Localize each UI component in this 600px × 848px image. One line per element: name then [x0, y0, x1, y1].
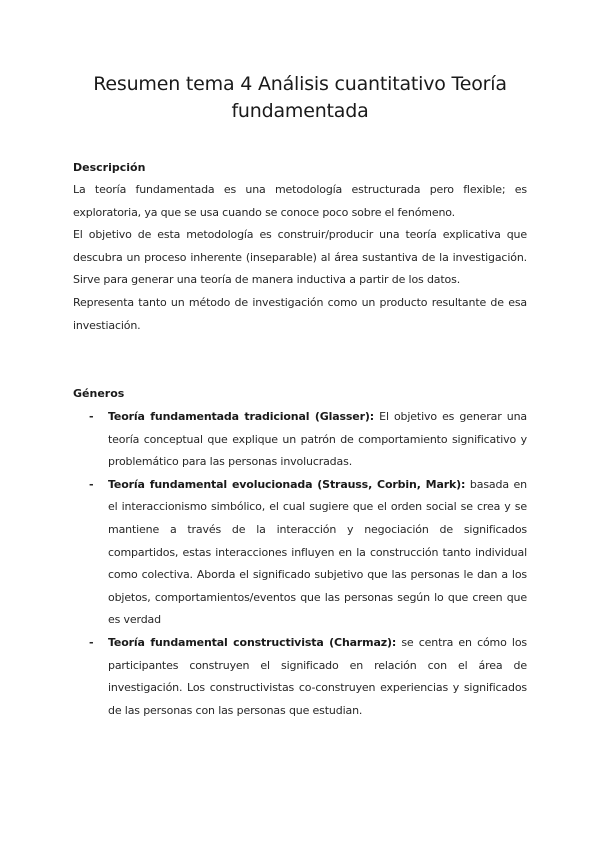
- dash-bullet-icon: -: [89, 635, 94, 649]
- section-generos: [73, 384, 527, 722]
- paragraph: Representa tanto un método de investigación como un producto resultante de esa investiación.: [73, 295, 527, 332]
- list-item: [73, 474, 527, 632]
- section-heading-generos: Géneros: [73, 387, 125, 400]
- list-item-text: se centra en cómo los participantes construyen el significado en relación con el área de investigación. Los constructivistas co-construyen experiencias y significados de las personas con las personas que estudian.: [108, 635, 527, 717]
- paragraph: El objetivo de esta metodología es construir/producir una teoría explicativa que descubra un proceso inherente (inseparable) al área sustantiva de la investigación. Sirve para generar una teoría de manera inductiva a partir de los datos.: [73, 228, 527, 287]
- list-item-term: Teoría fundamental constructivista (Charmaz):: [108, 635, 397, 649]
- dash-bullet-icon: -: [89, 477, 94, 491]
- section-heading-descripcion: Descripción: [73, 161, 146, 174]
- dash-bullet-icon: -: [89, 410, 94, 423]
- list-item: [73, 406, 527, 474]
- list-item-term: Teoría fundamental evolucionada (Strauss, Corbin, Mark):: [108, 477, 466, 491]
- list-item: [73, 632, 527, 722]
- list-item-text: El objetivo es generar una teoría conceptual que explique un patrón de comportamiento significativo y problemático para las personas involucradas.: [108, 410, 527, 469]
- list-item-term: Teoría fundamentada tradicional (Glasser):: [108, 410, 374, 423]
- list-item-text: basada en el interaccionismo simbólico, el cual sugiere que el orden social se crea y se mantiene a través de la interacción y negociación de significados compartidos, estas interacciones influyen en la construcción tanto individual como colectiva. Aborda el significado subjetivo que las personas le dan a los objetos, comportamientos/eventos que las personas según lo que creen que es verdad: [108, 477, 527, 627]
- section-descripcion: [73, 158, 527, 337]
- document-title: Resumen tema 4 Análisis cuantitativo Teoría fundamentada: [93, 73, 507, 122]
- generos-list: [73, 406, 527, 722]
- paragraph: La teoría fundamentada es una metodología estructurada pero flexible; es exploratoria, ya que se usa cuando se conoce poco sobre el fenómeno.: [73, 183, 527, 219]
